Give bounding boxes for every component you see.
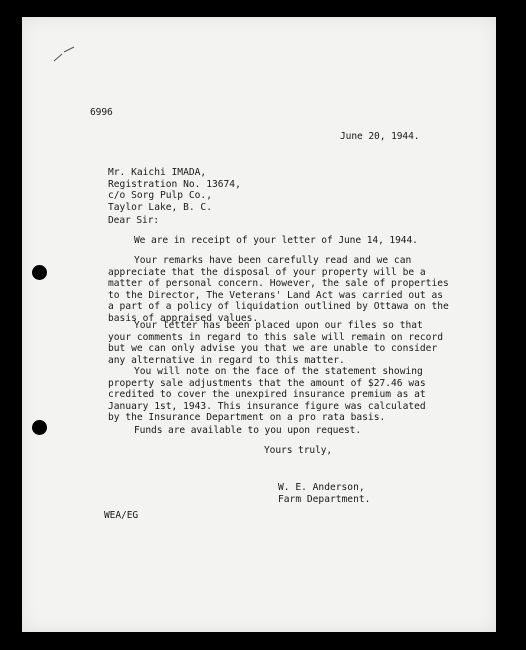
paragraph-5: Funds are available to you upon request.	[134, 425, 362, 436]
text-line: appreciate that the disposal of your property will be a	[108, 266, 426, 278]
recipient-line: c/o Sorg Pulp Co.,	[108, 190, 212, 201]
text-line: to the Director, The Veterans' Land Act was carried out as	[108, 289, 444, 301]
text-line: matter of personal concern. However, the sale of properties	[108, 278, 449, 289]
recipient-address	[108, 167, 241, 213]
text-line: credited to cover the unexpired insurance premium as at	[108, 389, 426, 400]
punch-hole-bottom	[32, 420, 47, 435]
text-line: You will note on the face of the statement showing	[134, 366, 423, 377]
signature-block	[278, 482, 370, 505]
recipient-line: Taylor Lake, B. C.	[108, 201, 212, 213]
punch-hole-top	[32, 265, 47, 280]
signer-department: Farm Department.	[278, 493, 371, 505]
paragraph-1: We are in receipt of your letter of June 14, 1944.	[134, 235, 418, 246]
recipient-line: Registration No. 13674,	[108, 178, 241, 190]
text-line: January 1st, 1943. This insurance figure was calculated	[108, 400, 426, 412]
text-line: any alternative in regard to this matter.	[108, 354, 345, 366]
text-line: Your letter has been placed upon our files so that	[134, 320, 423, 331]
recipient-line: Mr. Kaichi IMADA,	[108, 167, 207, 178]
text-line: property sale adjustments that the amount of $27.46 was	[108, 377, 426, 389]
signer-name: W. E. Anderson,	[278, 482, 365, 493]
text-line: by the Insurance Department on a pro rata basis.	[108, 412, 386, 423]
text-line: a part of a policy of liquidation outlined by Ottawa on the	[108, 301, 449, 312]
text-line: basis of appraised values.	[108, 312, 259, 324]
file-number: 6996	[90, 107, 113, 118]
text-line: your comments in regard to this sale will remain on record	[108, 331, 444, 343]
letter-date: June 20, 1944.	[340, 131, 420, 142]
pencil-mark	[52, 45, 80, 63]
salutation: Dear Sir:	[108, 215, 160, 226]
reference-initials: WEA/EG	[104, 510, 139, 521]
text-line: Your remarks have been carefully read and we can	[134, 255, 412, 266]
paragraph-2	[108, 255, 449, 324]
paragraph-3	[108, 320, 443, 366]
closing: Yours truly,	[264, 445, 333, 456]
paragraph-4	[108, 366, 426, 424]
text-line: but we can only advise you that we are unable to consider	[108, 343, 438, 354]
